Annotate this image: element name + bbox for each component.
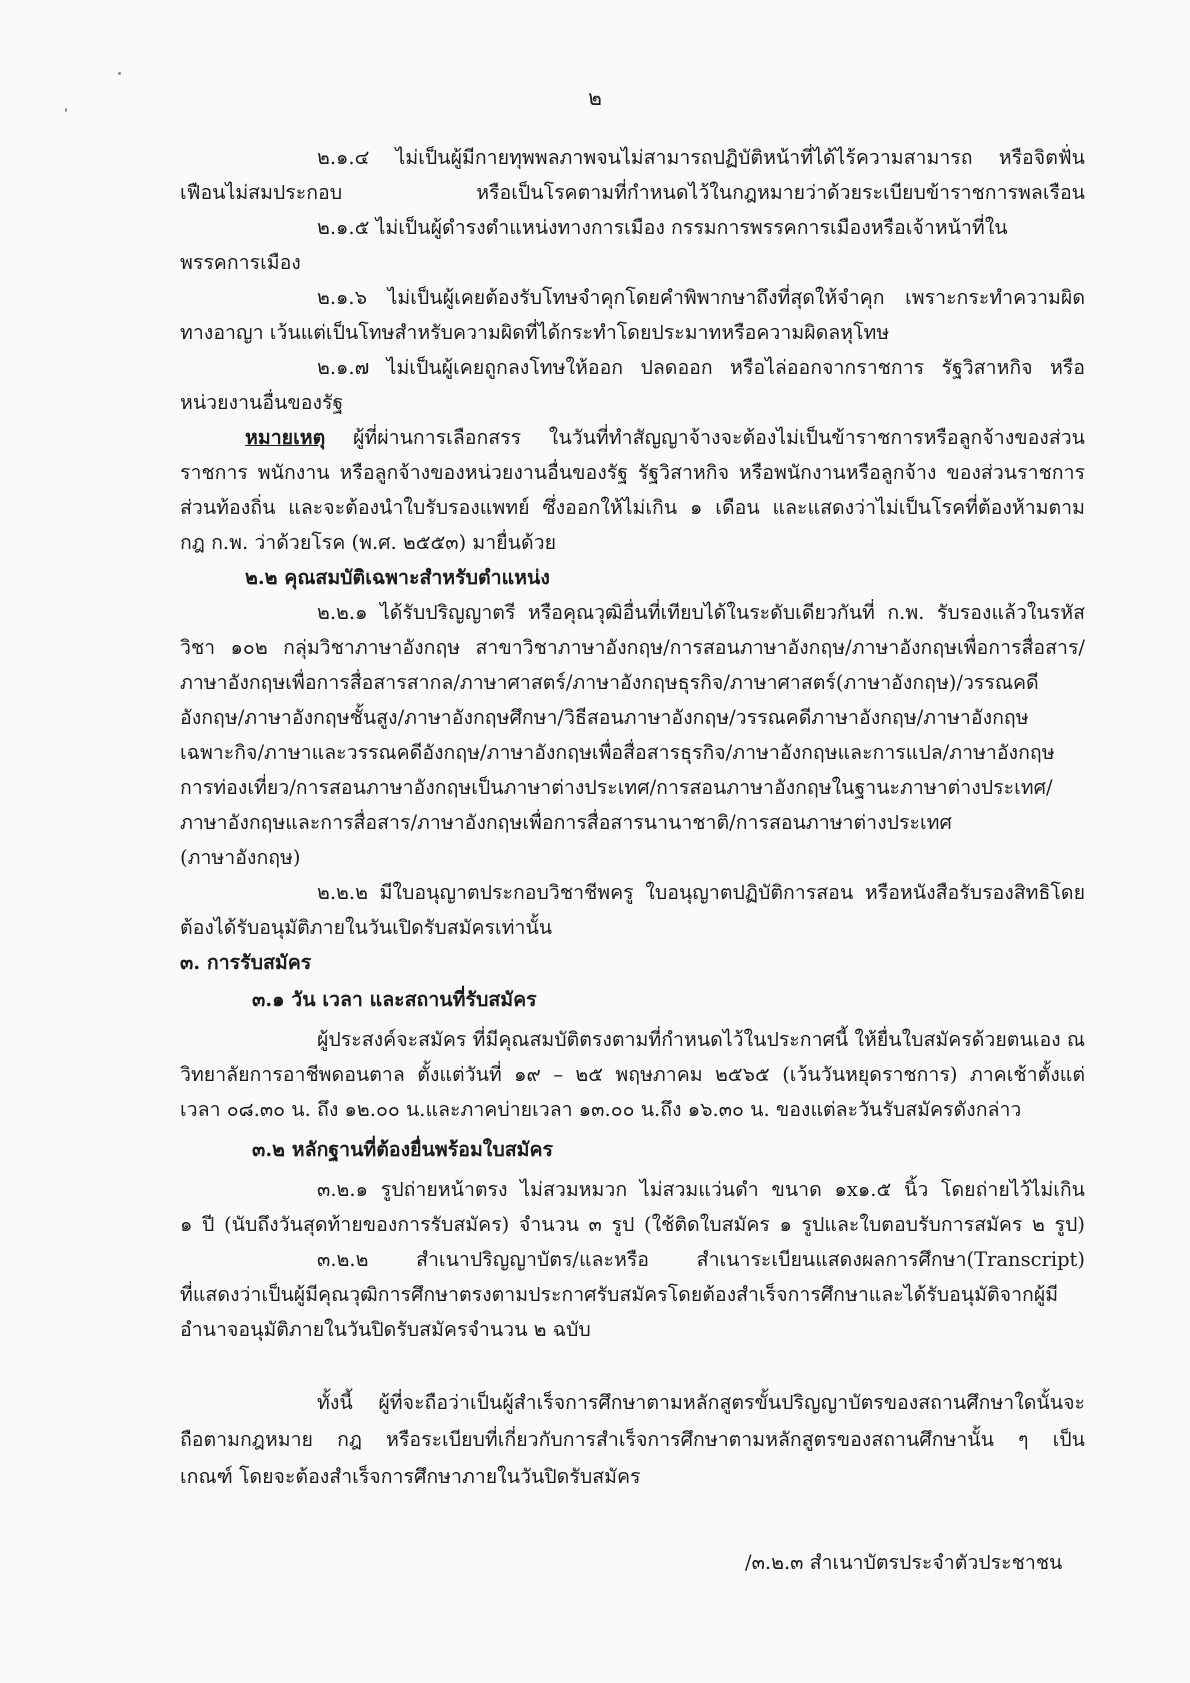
note-text: ผู้ที่ผ่านการเลือกสรร ในวันที่ทำสัญญาจ้างจะต้องไม่เป็นข้าราชการหรือลูกจ้างของส่วน <box>325 426 1085 449</box>
text-line: เฟือนไม่สมประกอบ หรือเป็นโรคตามที่กำหนดไว้ในกฎหมายว่าด้วยระเบียบข้าราชการพลเรือน <box>180 181 1085 204</box>
text-line: ๒.๒.๑ ได้รับปริญญาตรี หรือคุณวุฒิอื่นที่เทียบได้ในระดับเดียวกันที่ ก.พ. รับรองแล้วในรหัส <box>317 601 1085 624</box>
text-line: ภาษาอังกฤษเพื่อการสื่อสารสากล/ภาษาศาสตร์/ภาษาอังกฤษธุรกิจ/ภาษาศาสตร์(ภาษาอังกฤษ)/วรรณคดี <box>180 671 1039 694</box>
text-line: ทั้งนี้ ผู้ที่จะถือว่าเป็นผู้สำเร็จการศึกษาตามหลักสูตรขั้นปริญญาบัตรของสถานศึกษาใดนั้นจะ <box>317 1391 1085 1414</box>
text-line: ๒.๑.๔ ไม่เป็นผู้มีกายทุพพลภาพจนไม่สามารถปฏิบัติหน้าที่ได้ไร้ความสามารถ หรือจิตฟั่น <box>317 146 1085 169</box>
text-line: พรรคการเมือง <box>180 251 301 274</box>
text-line: ผู้ประสงค์จะสมัคร ที่มีคุณสมบัติตรงตามที่กำหนดไว้ในประกาศนี้ ให้ยื่นใบสมัครด้วยตนเอง ณ <box>317 1028 1085 1051</box>
text-line: เกณฑ์ โดยจะต้องสำเร็จการศึกษาภายในวันปิดรับสมัคร <box>180 1465 641 1488</box>
text-line: วิทยาลัยการอาชีพดอนตาล ตั้งแต่วันที่ ๑๙ – ๒๕ พฤษภาคม ๒๕๖๕ (เว้นวันหยุดราชการ) ภาคเช้าตั้งแต่ <box>180 1063 1085 1086</box>
text-line: ๓.๒.๒ สำเนาปริญญาบัตร/และหรือ สำเนาระเบียนแสดงผลการศึกษา(Transcript) <box>317 1248 1085 1271</box>
text-line: ๒.๒.๒ มีใบอนุญาตประกอบวิชาชีพครู ใบอนุญาตปฏิบัติการสอน หรือหนังสือรับรองสิทธิโดย <box>317 881 1085 904</box>
text-line: ต้องได้รับอนุมัติภายในวันเปิดรับสมัครเท่านั้น <box>180 916 553 939</box>
text-line: เวลา ๐๘.๓๐ น. ถึง ๑๒.๐๐ น.และภาคบ่ายเวลา ๑๓.๐๐ น.ถึง ๑๖.๓๐ น. ของแต่ละวันรับสมัครดังกล่าว <box>180 1098 1022 1121</box>
text-line: เฉพาะกิจ/ภาษาและวรรณคดีอังกฤษ/ภาษาอังกฤษเพื่อสื่อสารธุรกิจ/ภาษาอังกฤษและการแปล/ภาษาอังกฤษ <box>180 741 1055 764</box>
text-line: อำนาจอนุมัติภายในวันปิดรับสมัครจำนวน ๒ ฉบับ <box>180 1318 591 1341</box>
continuation-note: /๓.๒.๓ สำเนาบัตรประจำตัวประชาชน <box>745 1551 1063 1574</box>
text-line: การท่องเที่ยว/การสอนภาษาอังกฤษเป็นภาษาต่างประเทศ/การสอนภาษาอังกฤษในฐานะภาษาต่างประเทศ/ <box>180 776 1053 799</box>
page-number: ๒ <box>588 86 602 110</box>
text-line: กฎ ก.พ. ว่าด้วยโรค (พ.ศ. ๒๕๕๓) มายื่นด้วย <box>180 531 557 554</box>
text-line: ทางอาญา เว้นแต่เป็นโทษสำหรับความผิดที่ได้กระทำโดยประมาทหรือความผิดลหุโทษ <box>180 321 890 344</box>
section-heading: ๒.๒ คุณสมบัติเฉพาะสำหรับตำแหน่ง <box>245 566 550 589</box>
text-line: (ภาษาอังกฤษ) <box>180 846 301 869</box>
text-line: ๒.๑.๖ ไม่เป็นผู้เคยต้องรับโทษจำคุกโดยคำพิพากษาถึงที่สุดให้จำคุก เพราะกระทำความผิด <box>317 286 1085 309</box>
note-label: หมายเหตุ <box>245 426 326 449</box>
text-line: อังกฤษ/ภาษาอังกฤษชั้นสูง/ภาษาอังกฤษศึกษา/วิธีสอนภาษาอังกฤษ/วรรณคดีภาษาอังกฤษ/ภาษาอังกฤษ <box>180 706 1029 729</box>
text-line: ส่วนท้องถิ่น และจะต้องนำใบรับรองแพทย์ ซึ่งออกให้ไม่เกิน ๑ เดือน และแสดงว่าไม่เป็นโรคที่ต้องห้ามตาม <box>180 496 1085 519</box>
text-line: ราชการ พนักงาน หรือลูกจ้างของหน่วยงานอื่นของรัฐ รัฐวิสาหกิจ หรือพนักงานหรือลูกจ้าง ของส่วนราชการ <box>180 461 1085 484</box>
text-line: วิชา ๑๐๒ กลุ่มวิชาภาษาอังกฤษ สาขาวิชาภาษาอังกฤษ/การสอนภาษาอังกฤษ/ภาษาอังกฤษเพื่อการสื่อสาร/ <box>180 636 1085 659</box>
subsection-heading: ๓.๑ วัน เวลา และสถานที่รับสมัคร <box>252 988 537 1011</box>
text-line: หน่วยงานอื่นของรัฐ <box>180 391 344 414</box>
text-line: ที่แสดงว่าเป็นผู้มีคุณวุฒิการศึกษาตรงตามประกาศรับสมัครโดยต้องสำเร็จการศึกษาและได้รับอนุมัติจากผู้มี <box>180 1283 1059 1306</box>
subsection-heading: ๓.๒ หลักฐานที่ต้องยื่นพร้อมใบสมัคร <box>252 1138 553 1161</box>
text-line: ๒.๑.๕ ไม่เป็นผู้ดำรงตำแหน่งทางการเมือง กรรมการพรรคการเมืองหรือเจ้าหน้าที่ใน <box>317 216 1008 239</box>
text-line: ภาษาอังกฤษและการสื่อสาร/ภาษาอังกฤษเพื่อการสื่อสารนานาชาติ/การสอนภาษาต่างประเทศ <box>180 811 952 834</box>
section-heading: ๓. การรับสมัคร <box>180 951 312 974</box>
text-line: ๒.๑.๗ ไม่เป็นผู้เคยถูกลงโทษให้ออก ปลดออก หรือไล่ออกจากราชการ รัฐวิสาหกิจ หรือ <box>317 356 1085 379</box>
text-line: ถือตามกฎหมาย กฎ หรือระเบียบที่เกี่ยวกับการสำเร็จการศึกษาตามหลักสูตรของสถานศึกษานั้น ๆ เป็น <box>180 1428 1085 1451</box>
note-line <box>245 428 1085 448</box>
scan-speck <box>118 72 121 75</box>
text-line: ๑ ปี (นับถึงวันสุดท้ายของการรับสมัคร) จำนวน ๓ รูป (ใช้ติดใบสมัคร ๑ รูปและใบตอบรับการสมัคร ๒ รูป) <box>180 1213 1085 1236</box>
text-line: ๓.๒.๑ รูปถ่ายหน้าตรง ไม่สวมหมวก ไม่สวมแว่นดำ ขนาด ๑x๑.๕ นิ้ว โดยถ่ายไว้ไม่เกิน <box>317 1178 1085 1201</box>
